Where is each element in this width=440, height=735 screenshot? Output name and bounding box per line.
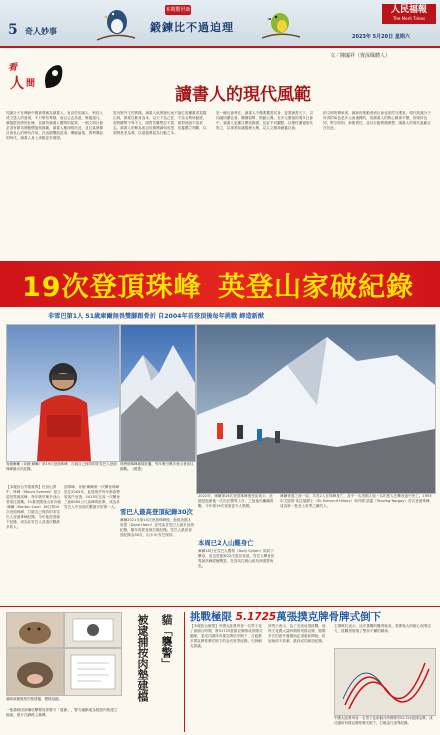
dominoes-photo [334, 648, 436, 716]
everest-text-col1: 【本報綜合外電報導】在登山界中，珠峰（Mount Everest）是公認世界最高峰，每年吸引眾多登山者前往挑戰。51歲英國登山家肯頓·庫爾（Kenton Cool）18日第19次登頂珠峰，打破自己保持的非雪巴人登頂珠峰紀錄。今年他再度創下紀錄，成為非雪巴人登頂次數最多的人。 [6, 485, 61, 529]
everest-title-right: 英登山家破紀錄 [218, 272, 414, 303]
everest-title-left: 19次登頂珠峰 [22, 272, 202, 303]
bird-illustration-right [262, 5, 302, 41]
climber-photo-caption: 肯頓庫爾（肯頓·庫爾）第19次登頂珠峰，打破自己保持的非雪巴人登頂珠峰最多次紀錄。 [6, 462, 117, 471]
everest-text-col3: 庫爾2021年第15次登頂珠峰後，他與美國人哈恩（Dave Hahn）並列為非雪巴人最多登頂紀錄，隔年再度登頂打破紀錄。雪巴人最高登頂紀錄為30次，由卡米·雪巴保持。 [120, 518, 194, 537]
brand-cn: 人民福報 [390, 5, 427, 15]
cat-photo-4 [64, 648, 122, 696]
column-text-4: 兩文明的傳承者，創新的推動者和社會良知的守護者。現代知識分子所得的角色是多元而複雜的，但讀書人的核心精神不變，即秉持良知，堅守原則，承擔責任，並以行動實踐理想，讀書人的現代風範正在於此。 [323, 111, 431, 130]
everest-photo-caption: 珠穆朗瑪峰雄偉壯觀，每年吸引眾多登山者前往挑戰。（路透） [120, 462, 194, 471]
climbers-ridge-photo [196, 324, 436, 494]
everest-subhead-1: 雪巴人最高登頂紀錄30次 [120, 508, 193, 516]
everest-text-col4: 2022年，庫爾第16次登頂珠峰後受訪表示，此趟是他最後一次出任嚮導工作，之後他仍繼續挑戰，今年第19次登頂更令人敬佩。 [198, 494, 274, 508]
column-text-1: 知識分子在傳統中國被尊稱為讀書人，有高於知識人、科技人或文憑人的意境，不只學有專精，而且心志高遠，修養超凡，懷抱經世濟民壯懷，並維持讀書人獨特的氣質。一個文明社會必須有精英帶動價值與典範，讀書人應深明於此，並且當發揮社會良心的時代作用。在這個價值混淆、傳統淪喪、貴利興起的時代，讀書人身上承擔更多期望。 [6, 111, 104, 140]
header-rule [0, 46, 440, 48]
everest-text-col2: 頂珠峰。肯頓·庫爾第一次攀登珠峰是在2004年，此後幾乎每年都會帶領客戶登頂，2013年完成一次攀登三座8000公尺高峰的壯舉，成為非雪巴人中登頂次數最多的第一人。 [64, 485, 120, 509]
dominoes-text-3: 主辦單位表示，這次挑戰的難度極高，需要極大的耐心與專注力，挑戰者展現了堅持不懈的精神。 [334, 624, 432, 633]
cat-photo-3 [6, 648, 64, 696]
brand-logo [382, 4, 436, 24]
dominoes-title-lead: 挑戰極限 [190, 611, 232, 623]
dominoes-photo-caption: 中國大陸貴州省一名男子花兩個月時間排列51725張撲克牌，成功讓所有撲克牌骨牌式倒下，打破金氏世界紀錄。 [334, 716, 433, 725]
tag-watch: 看 [8, 63, 18, 73]
everest-text-col6: 庫爾登頂之前一周，共有2人在珠峰身亡，其中一名美國人與一名印度人在攀登途中死亡。1953年艾德蒙·希拉瑞爵士（Sir Edmund Hillary）和丹增·諾蓋（Tenzing Norgay）首次登頂珠峰，成為第一批登上世界之巔的人。 [280, 494, 434, 508]
vertical-divider [184, 612, 185, 732]
column-logo [6, 60, 66, 108]
issue-date: 2023年 5月20日 星期六 [352, 34, 410, 40]
cat-photo-1 [6, 612, 64, 648]
column-emblem-icon [40, 62, 66, 92]
column-text-3: 是一種社會責任。讀書人不僅要獨善其身，更要兼善天下，以知識回饋社會，關懷弱勢，推動公義。在多元價值的現代社會中，讀書人更應以開放胸襟，包容不同觀點，以理性溝通取代對立，以專業知識服務大眾，以人文精神涵養社會。 [216, 111, 314, 130]
climber-photo [6, 324, 120, 462]
bird-illustration [95, 4, 137, 42]
editor-credit: 文／陳國祥（資深媒體人） [330, 53, 391, 59]
masthead-slogan: 鍛鍊比不過迫理 [150, 21, 234, 34]
dominoes-text-2: 該男子表示，為了完成這項挑戰，他每天花費大量時間排列撲克牌，期間多次因意外碰倒而必須重新開始，但他始終不放棄，最終成功締造紀錄。 [268, 624, 326, 643]
tag-people: 人 [10, 76, 24, 92]
brand-en: The Merit Times [392, 16, 426, 21]
everest-photo [120, 324, 196, 462]
everest-text-col5: 庫爾18日在雪巴人嚮導（Dorji Gyljen）陪同下攀登，這也是他第22次嘗試登頂。雪巴人攀登世界最高峰經驗豐富，在喜馬拉雅山區扮演重要角色。 [198, 549, 275, 568]
column-title: 讀書人的現代風範 [175, 85, 311, 105]
section-name: 奇人妙事 [25, 27, 57, 36]
dominoes-title-rest: 萬張撲克牌骨牌式倒下 [276, 611, 382, 623]
tag-jian: 間 [26, 79, 36, 89]
cat-title-line1: 貓「襲警」 [160, 614, 173, 669]
cat-story-title [124, 614, 182, 732]
cat-photo-caption: 貓咪被捕後按肉墊建檔，模樣逗趣。 [6, 697, 62, 701]
everest-subtitle: 非雪巴第1人 51歲庫爾無畏雙腳跟骨折 自2004年首登頂後每年挑戰 締造新猷 [48, 313, 265, 320]
column-text-2: 是內聖外王的實踐。讀書人欲實踐仕途不論位高權重或退隱山林，都要以修身為本，以天下為己任，不為名利所動搖，面對權勢不卑不亢，面對苦難堅忍不拔，面對誘惑不改其志。讀書人的修為來自長期閱讀與省思，培養獨立判斷，以明辨是非為要，以道德勇氣為行動之本。 [113, 111, 207, 135]
cat-story-text: 一隻貓咪因涉嫌攻擊警員被警方「逮捕」，警方幽默地為牠按肉墊建立檔案，照片在網路上瘋傳。 [6, 708, 118, 717]
everest-subhead-2: 本周已2人山難身亡 [198, 539, 254, 547]
dominoes-title-number: 5.1725 [235, 611, 277, 623]
section-divider [0, 606, 440, 607]
dominoes-title [190, 609, 381, 624]
masthead-badge [165, 5, 191, 15]
cat-photo-2 [64, 612, 122, 648]
cat-title-line2: 被逮捕按肉墊建檔 [136, 614, 149, 702]
page-number: 5 [8, 22, 18, 38]
dominoes-text-1: 【本報綜合報導】中國大陸貴州省一名男子花了兩個月時間，將51725張撲克牌排成骨牌式圖案，並成功讓所有撲克牌依序倒下，打破最多撲克牌骨牌式倒下的金氏世界紀錄，引發網友熱議。 [190, 624, 263, 648]
badge-bottom: 驚世新 [175, 7, 191, 13]
badge-top: 本期 [165, 7, 176, 13]
